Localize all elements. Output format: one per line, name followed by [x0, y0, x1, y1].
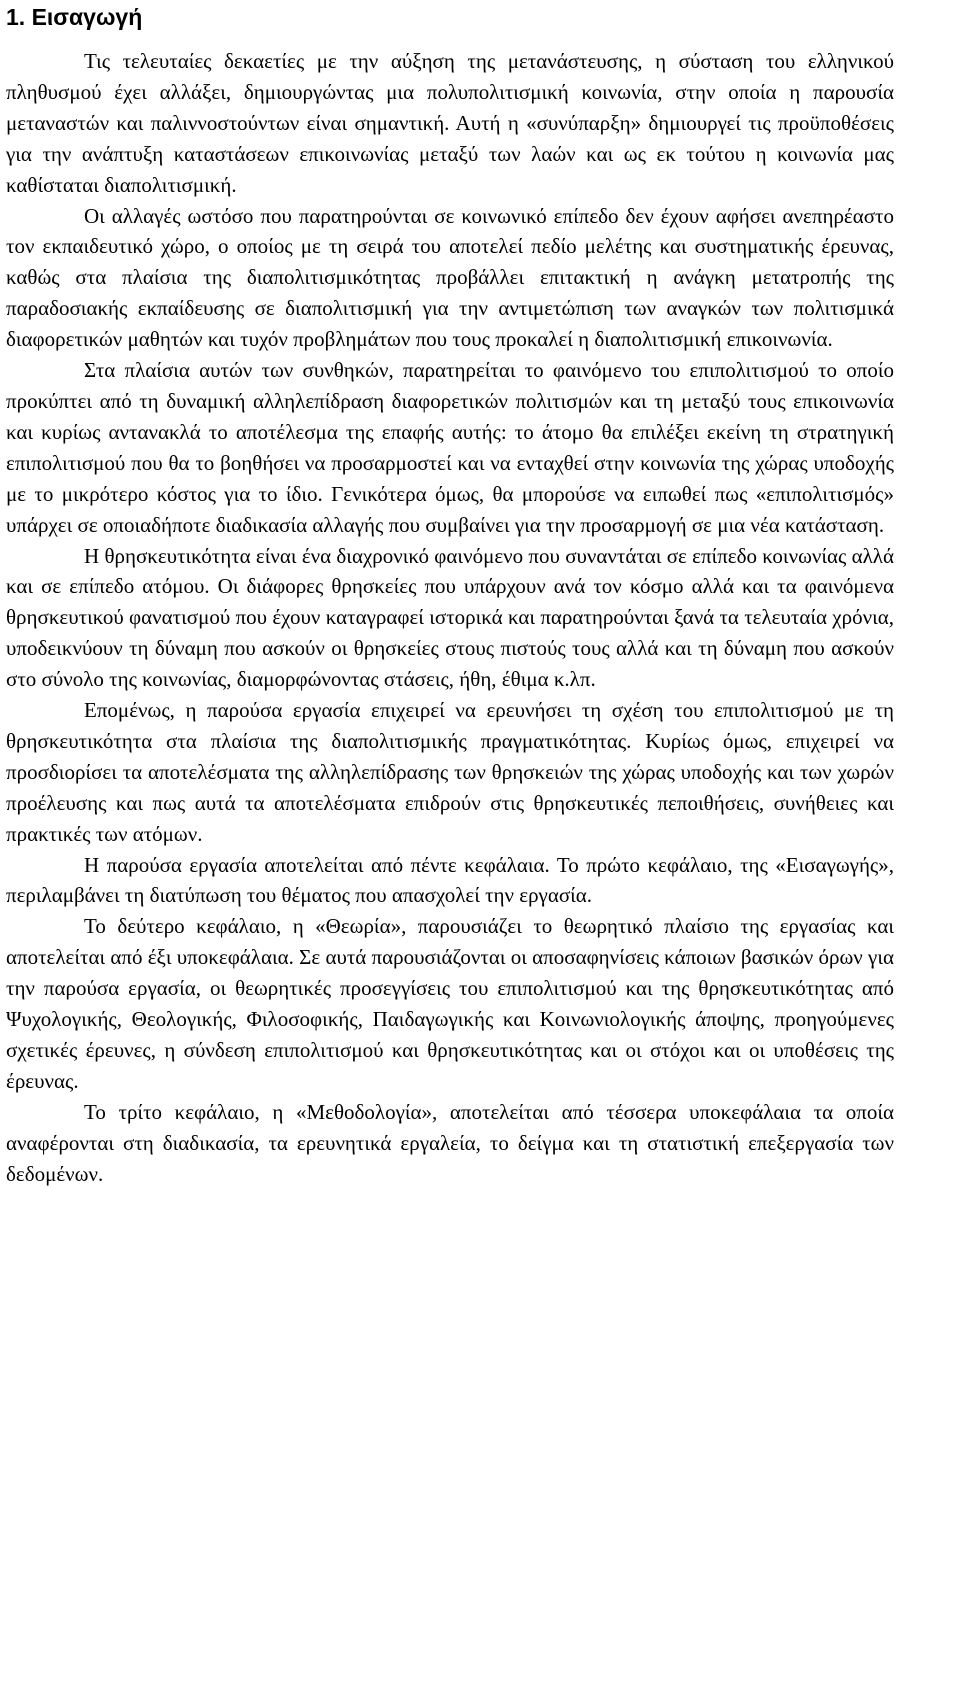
paragraph-3: Στα πλαίσια αυτών των συνθηκών, παρατηρείται το φαινόμενο του επιπολιτισμού το οποίο προκύπτει από τη δυναμική αλληλεπίδραση διαφορετικών πολιτισμών και τη μεταξύ τους επικοινωνία και κυρίως αντανακλά το αποτέλεσμα της επαφής αυτής: το άτομο θα επιλέξει εκείνη τη στρατηγική επιπολιτισμού που θα το βοηθήσει να προσαρμοστεί και να ενταχθεί στην κοινωνία της χώρας υποδοχής με το μικρότερο κόστος για το ίδιο. Γενικότερα όμως, θα μπορούσε να ειπωθεί πως «επιπολιτισμός» υπάρχει σε οποιαδήποτε διαδικασία αλλαγής που συμβαίνει για την προσαρμογή σε μια νέα κατάσταση.: [6, 358, 894, 537]
paragraph-1: Τις τελευταίες δεκαετίες με την αύξηση της μετανάστευσης, η σύσταση του ελληνικού πληθυσμού έχει αλλάξει, δημιουργώντας μια πολυπολιτισμική κοινωνία, στην οποία η παρουσία μεταναστών και παλιννοστούντων είναι σημαντική. Αυτή η «συνύπαρξη» δημιουργεί τις προϋποθέσεις για την ανάπτυξη καταστάσεων επικοινωνίας μεταξύ των λαών και ως εκ τούτου η κοινωνία μας καθίσταται διαπολιτισμική.: [6, 49, 894, 197]
paragraph-4: Η θρησκευτικότητα είναι ένα διαχρονικό φαινόμενο που συναντάται σε επίπεδο κοινωνίας αλλά και σε επίπεδο ατόμου. Οι διάφορες θρησκείες που υπάρχουν ανά τον κόσμο αλλά και τα φαινόμενα θρησκευτικού φανατισμού που έχουν καταγραφεί ιστορικά και παρατηρούνται ξανά τα τελευταία χρόνια, υποδεικνύουν τη δύναμη που ασκούν οι θρησκείες στους πιστούς τους αλλά και τη δύναμη που ασκούν στο σύνολο της κοινωνίας, διαμορφώνοντας στάσεις, ήθη, έθιμα κ.λπ.: [6, 543, 894, 692]
paragraph-8: Το τρίτο κεφάλαιο, η «Μεθοδολογία», αποτελείται από τέσσερα υποκεφάλαια τα οποία αναφέρονται στη διαδικασία, τα ερευνητικά εργαλεία, το δείγμα και τη στατιστική επεξεργασία των δεδομένων.: [6, 1099, 894, 1186]
paragraph-6: Η παρούσα εργασία αποτελείται από πέντε κεφάλαια. Το πρώτο κεφάλαιο, της «Εισαγωγής», περιλαμβάνει τη διατύπωση του θέματος που απασχολεί την εργασία.: [6, 852, 894, 908]
section-heading: 1. Εισαγωγή: [6, 4, 143, 30]
paragraph-2: Οι αλλαγές ωστόσο που παρατηρούνται σε κοινωνικό επίπεδο δεν έχουν αφήσει ανεπηρέαστο τον εκπαιδευτικό χώρο, ο οποίος με τη σειρά του αποτελεί πεδίο μελέτης και συστηματικής έρευνας, καθώς στα πλαίσια της διαπολιτισμικότητας προβάλλει επιτακτική η ανάγκη μετατροπής της παραδοσιακής εκπαίδευσης σε διαπολιτισμική για την αντιμετώπιση των αναγκών των πολιτισμικά διαφορετικών μαθητών και τυχόν προβλημάτων που τους προκαλεί η διαπολιτισμική επικοινωνία.: [6, 203, 894, 352]
document-page: [6, 0, 894, 1190]
paragraph-7: Το δεύτερο κεφάλαιο, η «Θεωρία», παρουσιάζει το θεωρητικό πλαίσιο της εργασίας και αποτελείται από έξι υποκεφάλαια. Σε αυτά παρουσιάζονται οι αποσαφηνίσεις κάποιων βασικών όρων για την παρούσα εργασία, οι θεωρητικές προσεγγίσεις του επιπολιτισμού και της θρησκευτικότητας από Ψυχολογικής, Θεολογικής, Φιλοσοφικής, Παιδαγωγικής και Κοινωνιολογικής άποψης, προηγούμενες σχετικές έρευνες, η σύνδεση επιπολιτισμού και θρησκευτικότητας και οι στόχοι και οι υποθέσεις της έρευνας.: [6, 914, 894, 1093]
paragraph-5: Επομένως, η παρούσα εργασία επιχειρεί να ερευνήσει τη σχέση του επιπολιτισμού με τη θρησκευτικότητα στα πλαίσια της διαπολιτισμικής πραγματικότητας. Κυρίως όμως, επιχειρεί να προσδιορίσει τα αποτελέσματα της αλληλεπίδρασης των θρησκειών της χώρας υποδοχής και των χωρών προέλευσης και πως αυτά τα αποτελέσματα επιδρούν στις θρησκευτικές πεποιθήσεις, συνήθειες και πρακτικές των ατόμων.: [6, 698, 894, 846]
